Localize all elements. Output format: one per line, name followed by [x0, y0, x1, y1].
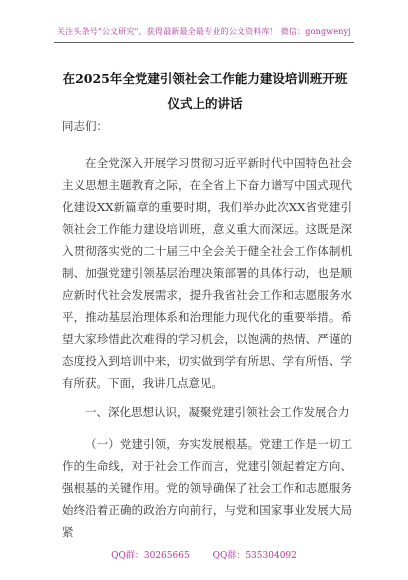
- footer: [0, 548, 408, 561]
- header-divider: [54, 42, 354, 43]
- sub-paragraph: （一）党建引领，夯实发展根基。党建工作是一切工作的生命线，对于社会工作而言，党建引领起着定方向、强根基的关键作用。党的领导确保了社会工作和志愿服务始终沿着正确的政治方向前行，与党和国家事业发展大局紧: [62, 437, 352, 539]
- section-heading: 一、深化思想认识，凝聚党建引领社会工作发展合力: [85, 405, 350, 419]
- footer-qq-2: QQ群：535304092: [212, 551, 297, 561]
- document-title: 在2025年全党建引领社会工作能力建设培训班开班仪式上的讲话: [62, 71, 348, 111]
- footer-qq-1: QQ群：30265665: [111, 551, 190, 561]
- document-body: [62, 152, 352, 550]
- intro-paragraph: 在全党深入开展学习贯彻习近平新时代中国特色社会主义思想主题教育之际，在全省上下奋力谱写中国式现代化建设XX新篇章的重要时期，我们举办此次XX省党建引领社会工作能力建设培训班，意义重大而深远。这既是深入贯彻落实党的二十届三中全会关于健全社会工作体制机制、加强党建引领基层治理决策部署的具体行动，也是顺应新时代社会发展需求，提升我省社会工作和志愿服务水平，推动基层治理体系和治理能力现代化的重要举措。希望大家珍惜此次难得的学习机会，以饱满的热情、严谨的态度投入到培训中来，切实做到学有所思、学有所悟、学有所获。下面，我讲几点意见。: [62, 156, 352, 390]
- salutation: 同志们：: [62, 119, 108, 133]
- header-notice: 关注头条号"公文研究"，获得最新最全最专业的公文资料库！ 微信：gongwenyj: [56, 27, 352, 36]
